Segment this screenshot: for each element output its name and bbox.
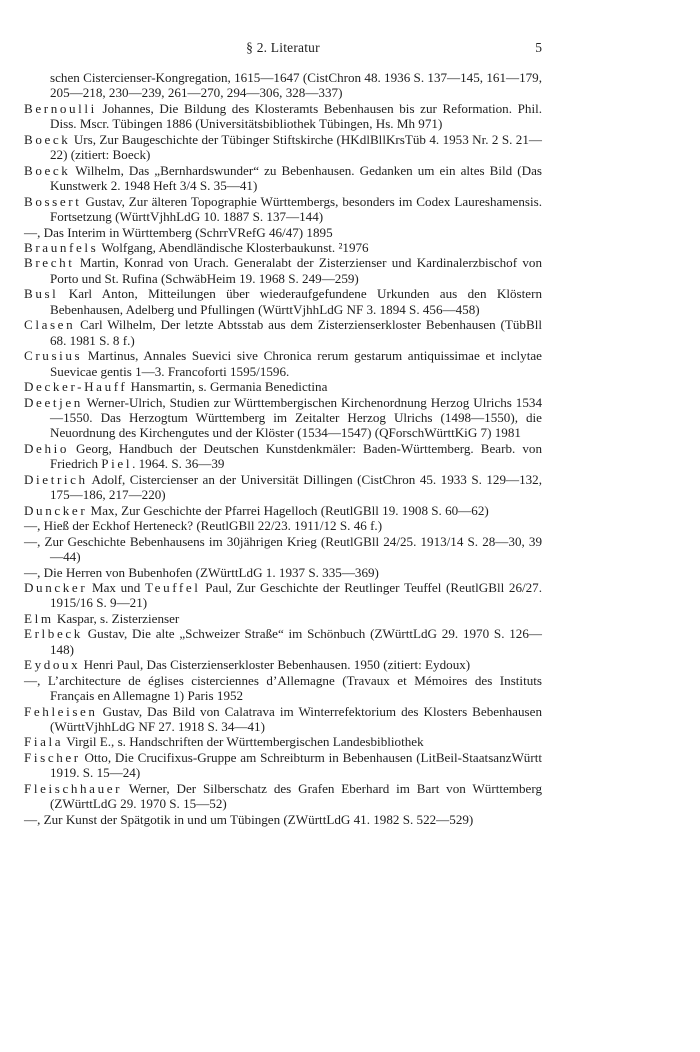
author-name: Dehio [24, 440, 69, 456]
entry-text: Wolfgang, Abendländische Klosterbaukunst. ²1976 [98, 239, 369, 255]
author-name: Braunfels [24, 239, 99, 255]
author-name: Boeck [24, 131, 71, 147]
bibliography-entry [24, 611, 542, 626]
entry-text: Wilhelm, Das „Bernhardswunder“ zu Bebenhausen. Gedanken um ein altes Bild (Das Kunstwerk 2. 1948 Heft 3/4 S. 35—41) [50, 162, 542, 194]
entry-text: Georg, Handbuch der Deutschen Kunstdenkmäler: Baden-Württemberg. Bearb. von Friedrich [50, 440, 542, 472]
entry-text: Martin, Konrad von Urach. Generalabt der Zisterzienser und Kardinalerzbischof von Porto und St. Rufina (SchwäbHeim 19. 1968 S. 249—259) [50, 255, 542, 286]
entry-text: Werner-Ulrich, Studien zur Württembergischen Kirchenordnung Herzog Ulrichs 1534—1550. Das Herzogtum Württemberg im Zeitalter Herzog Ulrichs (1498—1550), die Neuordnung des Kirchengutes und der Klöster (1534—1547) (QForschWürttKiG 7) 1981 [50, 394, 542, 441]
bibliography-entry [24, 673, 542, 704]
bibliography-entry [24, 240, 542, 255]
entry-text: Virgil E., s. Handschriften der Württembergischen Landesbibliothek [63, 734, 424, 750]
bibliography-entry [24, 379, 542, 394]
entry-text: Karl Anton, Mitteilungen über wiederaufgefundene Urkunden aus den Klöstern Bebenhausen, Adelberg und Pfullingen (WürttVjhhLdG NF 3. 1894 S. 456—458) [50, 286, 542, 317]
entry-text: Henri Paul, Das Cisterzienserkloster Bebenhausen. 1950 (zitiert: Eydoux) [80, 657, 471, 673]
running-header [24, 40, 542, 56]
page-number: 5 [535, 40, 542, 55]
author-name: Fischer [24, 749, 81, 765]
entry-text: —, Das Interim in Württemberg (SchrrVRefG 46/47) 1895 [24, 224, 333, 240]
entry-text: Martinus, Annales Suevici sive Chronica rerum gestarum antiquissimae et inclytae Suevicae gentis 1—3. Francoforti 1595/1596. [50, 348, 542, 379]
entry-text: Max und [87, 579, 145, 595]
author-name: Fiala [24, 734, 64, 750]
bibliography-entry [24, 626, 542, 657]
entry-text: Werner, Der Silberschatz des Grafen Eberhard im Bart von Württemberg (ZWürttLdG 29. 1970 S. 15—52) [50, 780, 542, 812]
entry-text: Johannes, Die Bildung des Klosteramts Bebenhausen bis zur Reformation. Phil. Diss. Mscr. Tübingen 1886 (Universitätsbibliothek Tübingen, Hs. Mh 971) [50, 100, 542, 132]
bibliography-entry [24, 348, 542, 379]
entry-text: Hansmartin, s. Germania Benedictina [127, 379, 328, 395]
author-name: Piel [101, 456, 133, 472]
entry-text: Adolf, Cistercienser an der Universität Dillingen (CistChron 45. 1933 S. 129—132, 175—186, 217—220) [50, 471, 542, 503]
bibliography-entry [24, 255, 542, 286]
bibliography-entry [24, 317, 542, 348]
bibliography-entry [24, 441, 542, 472]
bibliography-entry [24, 472, 542, 503]
author-name: Deetjen [24, 394, 83, 410]
author-name: Elm [24, 610, 54, 626]
author-name: Duncker [24, 579, 88, 595]
entry-text: —, Zur Kunst der Spätgotik in und um Tübingen (ZWürttLdG 41. 1982 S. 522—529) [24, 811, 474, 827]
author-name: Fehleisen [24, 703, 98, 719]
author-name: Bernoulli [24, 100, 97, 116]
bibliography-entry [24, 163, 542, 194]
entry-text: Otto, Die Crucifixus-Gruppe am Schreibturm in Bebenhausen (LitBeil-StaatsanzWürtt 1919. S. 15—24) [50, 749, 542, 781]
author-name: Dietrich [24, 471, 88, 487]
bibliography-entry [24, 395, 542, 441]
author-name: Eydoux [24, 657, 81, 673]
author-name: Busl [24, 286, 59, 302]
bibliography-entry [24, 101, 542, 132]
entry-text: —, Hieß der Eckhof Herteneck? (ReutlGBll 22/23. 1911/12 S. 46 f.) [24, 518, 383, 534]
bibliography-list [24, 70, 542, 827]
author-name: Boeck [24, 162, 71, 178]
bibliography-entry [24, 812, 542, 827]
author-name: Fleischhauer [24, 780, 123, 796]
author-name: Erlbeck [24, 626, 83, 642]
bibliography-entry [24, 704, 542, 735]
entry-text: schen Cistercienser-Kongregation, 1615—1647 (CistChron 48. 1936 S. 137—145, 161—179, 205—218, 230—239, 261—270, 294—306, 328—337) [50, 70, 542, 101]
entry-text: . 1964. S. 36—39 [132, 456, 225, 472]
bibliography-entry [24, 580, 542, 611]
entry-text: Kaspar, s. Zisterzienser [53, 610, 180, 626]
bibliography-entry [24, 194, 542, 225]
bibliography-entry [24, 286, 542, 317]
author-name: Bossert [24, 193, 82, 209]
bibliography-entry [24, 750, 542, 781]
entry-text: Gustav, Das Bild von Calatrava im Winterrefektorium des Klosters Bebenhausen (WürttVjhhLdG NF 27. 1918 S. 34—41) [50, 703, 542, 735]
bibliography-entry [24, 132, 542, 163]
entry-text: Gustav, Zur älteren Topographie Württembergs, besonders im Codex Laureshamensis. Fortsetzung (WürttVjhhLdG 10. 1887 S. 137—144) [50, 193, 542, 225]
entry-text: Carl Wilhelm, Der letzte Abtsstab aus dem Zisterzienserkloster Bebenhausen (TübBll 68. 1981 S. 8 f.) [50, 317, 542, 348]
bibliography-entry [24, 503, 542, 518]
entry-text: Gustav, Die alte „Schweizer Straße“ im Schönbuch (ZWürttLdG 29. 1970 S. 126—148) [50, 626, 542, 657]
entry-text: Urs, Zur Baugeschichte der Tübinger Stiftskirche (HKdlBllKrsTüb 4. 1953 Nr. 2 S. 21—22) (zitiert: Boeck) [50, 131, 542, 163]
bibliography-entry [24, 565, 542, 580]
author-name: Decker-Hauff [24, 379, 128, 395]
bibliography-entry [24, 534, 542, 565]
bibliography-entry [24, 657, 542, 672]
author-name: Crusius [24, 348, 83, 364]
author-name: Duncker [24, 502, 88, 518]
author-name: Clasen [24, 317, 76, 333]
section-title: § 2. Literatur [246, 40, 320, 55]
bibliography-entry [24, 70, 542, 101]
bibliography-entry [24, 734, 542, 749]
bibliography-entry [24, 518, 542, 533]
entry-text: —, L’architecture de églises cisterciennes d’Allemagne (Travaux et Mémoires des Instituts Français en Allemagne 1) Paris 1952 [24, 672, 542, 704]
entry-text: —, Zur Geschichte Bebenhausens im 30jährigen Krieg (ReutlGBll 24/25. 1913/14 S. 28—30, 39—44) [24, 533, 542, 565]
author-name: Brecht [24, 255, 75, 271]
entry-text: Paul, Zur Geschichte der Reutlinger Teuffel (ReutlGBll 26/27. 1915/16 S. 9—21) [50, 579, 543, 611]
bibliography-entry [24, 225, 542, 240]
author-name: Teuffel [144, 579, 201, 595]
bibliography-entry [24, 781, 542, 812]
entry-text: —, Die Herren von Bubenhofen (ZWürttLdG 1. 1937 S. 335—369) [24, 564, 379, 580]
entry-text: Max, Zur Geschichte der Pfarrei Hagelloch (ReutlGBll 19. 1908 S. 60—62) [87, 502, 489, 518]
